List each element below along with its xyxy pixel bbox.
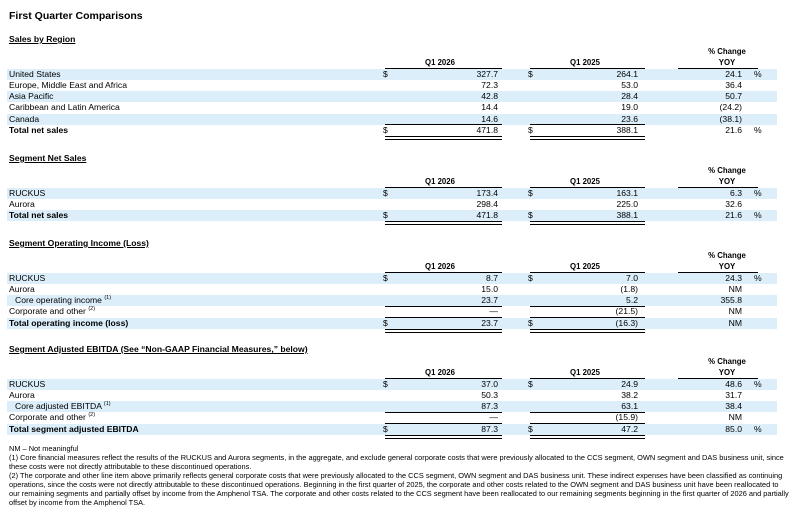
- row-label-text: Canada: [9, 113, 40, 124]
- page-title: First Quarter Comparisons: [9, 10, 143, 22]
- header-q1-2025: Q1 2025: [570, 177, 600, 186]
- value-yoy: 50.7: [725, 91, 742, 102]
- value-q1-2025: 38.2: [621, 390, 638, 401]
- table-row: [7, 114, 777, 125]
- value-q1-2025: (16.3): [615, 317, 638, 328]
- value-q1-2025: 23.6: [621, 113, 638, 124]
- currency-symbol: $: [528, 188, 533, 198]
- header-q1-2026: Q1 2026: [425, 368, 455, 377]
- currency-symbol: $: [383, 379, 388, 389]
- total-double-underline: [530, 329, 645, 333]
- currency-symbol: $: [528, 210, 533, 221]
- table-row: [7, 273, 777, 284]
- total-row: [7, 424, 777, 435]
- row-label: [9, 273, 45, 284]
- currency-symbol: $: [528, 423, 533, 434]
- row-label-text: Total net sales: [9, 124, 69, 135]
- total-double-underline: [385, 221, 502, 225]
- row-label: [9, 412, 95, 423]
- header-yoy: YOY: [718, 177, 736, 186]
- header-pct-change: % Change: [708, 251, 746, 260]
- row-label: [9, 114, 39, 125]
- currency-symbol: $: [383, 124, 388, 135]
- total-double-underline: [385, 136, 502, 140]
- currency-symbol: $: [383, 317, 388, 328]
- footnote-1: (1) Core financial measures reflect the results of the RUCKUS and Aurora segments, in the aggregate, and exclude general corporate costs that were previously allocated to the CCS segment, OWN segment and DAS business unit, since these costs were not directly attributable to these discontinued operations.: [9, 453, 784, 471]
- row-label: [9, 390, 35, 401]
- total-double-underline: [385, 435, 502, 439]
- row-label: [9, 91, 53, 102]
- value-yoy: 24.1: [725, 69, 742, 79]
- value-q1-2026: 15.0: [481, 284, 498, 295]
- table-row: [7, 91, 777, 102]
- table-row: [7, 379, 777, 390]
- footnote-2: (2) The corporate and other line item above primarily reflects general corporate costs that were previously allocated to the CCS segment, OWN segment and DAS business unit. These indirect expenses have been classified as continuing operations, since the costs were not directly attributable to these discontinued operations. Beginning in the first quarter of 2025, the corporate and other costs related to the OWN segment and DAS business unit have been reallocated to our remaining segments and partially offset by income from the Amphenol TSA. The corporate and other costs related to the CCS segment have been reallocated to our remaining segments beginning in the first quarter of 2026 and partially offset by income from the Amphenol TSA.: [9, 471, 789, 507]
- table-row: [7, 69, 777, 80]
- footnote-ref: (1): [104, 295, 112, 302]
- value-q1-2025: 388.1: [616, 124, 638, 135]
- total-double-underline: [530, 435, 645, 439]
- value-yoy: 21.6: [725, 124, 742, 135]
- total-double-underline: [530, 221, 645, 225]
- row-label-text: RUCKUS: [9, 379, 46, 389]
- section-title: Segment Adjusted EBITDA (See “Non-GAAP Financial Measures,” below): [9, 344, 308, 354]
- currency-symbol: $: [383, 273, 388, 283]
- value-yoy: NM: [728, 317, 742, 328]
- table-row: [7, 295, 777, 306]
- percent-sign: %: [754, 188, 762, 198]
- row-label-text: Aurora: [9, 390, 35, 401]
- value-q1-2025: 53.0: [621, 80, 638, 91]
- header-yoy: YOY: [718, 262, 736, 271]
- value-q1-2026: 42.8: [481, 91, 498, 102]
- table-row: [7, 401, 777, 412]
- section-title: Segment Operating Income (Loss): [9, 238, 149, 248]
- row-label: [9, 102, 120, 113]
- value-q1-2025: 28.4: [621, 91, 638, 102]
- row-label: [9, 199, 35, 210]
- section-title: Segment Net Sales: [9, 153, 87, 163]
- table-row: [7, 80, 777, 91]
- total-row: [7, 210, 777, 221]
- value-q1-2026: 173.4: [476, 188, 498, 198]
- percent-sign: %: [754, 423, 762, 434]
- row-label-text: United States: [9, 69, 61, 79]
- value-q1-2025: 24.9: [621, 379, 638, 389]
- value-q1-2025: (1.8): [620, 284, 638, 295]
- percent-sign: %: [754, 210, 762, 221]
- value-q1-2026: 8.7: [486, 273, 498, 283]
- currency-symbol: $: [383, 69, 388, 79]
- value-yoy: (38.1): [719, 113, 742, 124]
- value-yoy: NM: [728, 412, 742, 423]
- footnotes: [9, 444, 789, 507]
- row-label-text: Total operating income (loss): [9, 317, 129, 328]
- value-q1-2025: 63.1: [621, 401, 638, 412]
- header-yoy: YOY: [718, 58, 736, 67]
- value-q1-2026: 298.4: [476, 199, 498, 210]
- header-pct-change: % Change: [708, 47, 746, 56]
- table-row: [7, 306, 777, 317]
- header-q1-2025: Q1 2025: [570, 262, 600, 271]
- row-label: [15, 295, 111, 306]
- row-label-text: RUCKUS: [9, 188, 46, 198]
- currency-symbol: $: [528, 317, 533, 328]
- total-double-underline: [385, 329, 502, 333]
- value-yoy: 32.6: [725, 199, 742, 210]
- currency-symbol: $: [528, 124, 533, 135]
- value-q1-2026: 14.6: [481, 113, 498, 124]
- value-q1-2026: 327.7: [476, 69, 498, 79]
- value-q1-2026: —: [489, 412, 498, 423]
- value-yoy: NM: [728, 284, 742, 295]
- header-q1-2026: Q1 2026: [425, 177, 455, 186]
- value-q1-2026: 72.3: [481, 80, 498, 91]
- value-q1-2026: 14.4: [481, 102, 498, 113]
- footnote-ref: (2): [88, 412, 96, 419]
- value-q1-2025: 5.2: [626, 295, 638, 306]
- total-row: [7, 125, 777, 136]
- value-q1-2026: 50.3: [481, 390, 498, 401]
- value-q1-2025: 225.0: [616, 199, 638, 210]
- value-q1-2026: 37.0: [481, 379, 498, 389]
- value-yoy: NM: [728, 306, 742, 317]
- header-pct-change: % Change: [708, 166, 746, 175]
- value-q1-2026: 23.7: [481, 295, 498, 306]
- table-row: [7, 284, 777, 295]
- percent-sign: %: [754, 379, 762, 389]
- currency-symbol: $: [528, 273, 533, 283]
- value-yoy: 38.4: [725, 401, 742, 412]
- value-q1-2025: 7.0: [626, 273, 638, 283]
- table-row: [7, 188, 777, 199]
- row-label: [15, 401, 111, 412]
- table-row: [7, 199, 777, 210]
- currency-symbol: $: [528, 379, 533, 389]
- row-label: [9, 424, 139, 435]
- table-row: [7, 412, 777, 423]
- footnote-ref: (2): [88, 306, 96, 313]
- value-yoy: 24.3: [725, 273, 742, 283]
- value-yoy: 85.0: [725, 423, 742, 434]
- footnote-ref: (1): [103, 401, 111, 408]
- row-label: [9, 125, 68, 136]
- currency-symbol: $: [383, 210, 388, 221]
- row-label-text: Europe, Middle East and Africa: [9, 80, 127, 91]
- value-q1-2025: 19.0: [621, 102, 638, 113]
- percent-sign: %: [754, 273, 762, 283]
- value-q1-2025: 47.2: [621, 423, 638, 434]
- table-row: [7, 390, 777, 401]
- header-q1-2025: Q1 2025: [570, 368, 600, 377]
- value-q1-2026: 87.3: [481, 423, 498, 434]
- row-label-text: RUCKUS: [9, 273, 46, 283]
- row-label-text: Core operating income: [15, 295, 102, 306]
- total-row: [7, 318, 777, 329]
- header-q1-2026: Q1 2026: [425, 58, 455, 67]
- section-title: Sales by Region: [9, 34, 76, 44]
- row-label: [9, 69, 61, 80]
- table-row: [7, 102, 777, 113]
- value-q1-2026: 87.3: [481, 401, 498, 412]
- value-yoy: 355.8: [720, 295, 742, 306]
- row-label: [9, 188, 45, 199]
- total-double-underline: [530, 136, 645, 140]
- row-label: [9, 379, 45, 390]
- row-label: [9, 318, 128, 329]
- value-yoy: 36.4: [725, 80, 742, 91]
- currency-symbol: $: [383, 423, 388, 434]
- footnote-nm: NM – Not meaningful: [9, 444, 79, 453]
- row-label-text: Total segment adjusted EBITDA: [9, 423, 139, 434]
- value-yoy: 21.6: [725, 210, 742, 221]
- row-label-text: Asia Pacific: [9, 91, 54, 102]
- row-label: [9, 284, 35, 295]
- value-q1-2026: 471.8: [476, 124, 498, 135]
- value-q1-2025: 163.1: [616, 188, 638, 198]
- row-label-text: Caribbean and Latin America: [9, 102, 120, 113]
- row-label: [9, 210, 68, 221]
- header-pct-change: % Change: [708, 357, 746, 366]
- value-q1-2025: 388.1: [616, 210, 638, 221]
- value-q1-2025: (21.5): [615, 306, 638, 317]
- header-q1-2026: Q1 2026: [425, 262, 455, 271]
- section-0: [0, 34, 800, 171]
- header-yoy: YOY: [718, 368, 736, 377]
- row-label-text: Aurora: [9, 284, 35, 295]
- value-q1-2026: 471.8: [476, 210, 498, 221]
- value-q1-2026: 23.7: [481, 317, 498, 328]
- row-label-text: Total net sales: [9, 210, 69, 221]
- row-label-text: Core adjusted EBITDA: [15, 401, 102, 412]
- value-yoy: 48.6: [725, 379, 742, 389]
- value-q1-2025: (15.9): [615, 412, 638, 423]
- value-yoy: 6.3: [730, 188, 742, 198]
- currency-symbol: $: [528, 69, 533, 79]
- value-yoy: 31.7: [725, 390, 742, 401]
- row-label-text: Aurora: [9, 199, 35, 210]
- value-yoy: (24.2): [719, 102, 742, 113]
- value-q1-2026: —: [489, 306, 498, 317]
- row-label: [9, 80, 127, 91]
- currency-symbol: $: [383, 188, 388, 198]
- row-label-text: Corporate and other: [9, 306, 86, 317]
- header-q1-2025: Q1 2025: [570, 58, 600, 67]
- percent-sign: %: [754, 69, 762, 79]
- value-q1-2025: 264.1: [616, 69, 638, 79]
- row-label: [9, 306, 95, 317]
- percent-sign: %: [754, 124, 762, 135]
- row-label-text: Corporate and other: [9, 412, 86, 423]
